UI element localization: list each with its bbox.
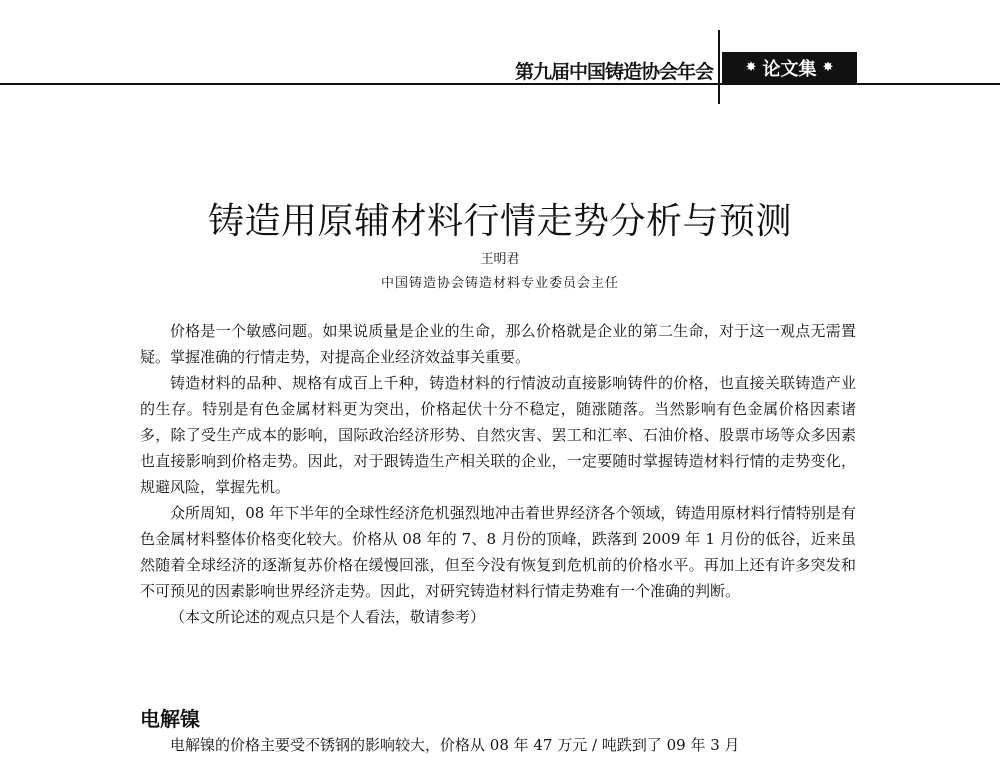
body-paragraph: 铸造材料的品种、规格有成百上千种，铸造材料的行情波动直接影响铸件的价格，也直接关联铸造产业的生存。特别是有色金属材料更为突出，价格起伏十分不稳定，随涨随落。当然影响有色金属价格因素诸多，除了受生产成本的影响，国际政治经济形势、自然灾害、罢工和汇率、石油价格、股票市场等众多因素也直接影响到价格走势。因此，对于跟铸造生产相关联的企业，一定要随时掌握铸造材料行情的走势变化，规避风险，掌握先机。 (140, 374, 856, 496)
proceedings-badge (722, 52, 857, 83)
badge-label: 论文集 (762, 58, 817, 80)
conference-title: 第九届中国铸造协会年会 (514, 61, 713, 83)
author-affiliation: 中国铸造协会铸造材料专业委员会主任 (380, 276, 619, 291)
star-icon: ✸ (822, 60, 834, 75)
section-paragraph: 电解镍的价格主要受不锈钢的影响较大，价格从 08 年 47 万元 / 吨跌到了 09 年 3 月 (170, 736, 740, 754)
header-divider (718, 30, 720, 104)
author-name: 王明君 (480, 252, 520, 267)
body-paragraph: 众所周知，08 年下半年的全球性经济危机强烈地冲击着世界经济各个领域，铸造用原材料行情特别是有色金属材料整体价格变化较大。价格从 08 年的 7、8 月份的顶峰，跌落到 2009 年 1 月份的低谷，近来虽然随着全球经济的逐渐复苏价格在缓慢回涨，但至今没有恢复到危机前的价格水平。再加上还有许多突发和不可预见的因素影响世界经济走势。因此，对研究铸造材料行情走势难有一个准确的判断。 (140, 504, 856, 600)
paper-title: 铸造用原辅材料行情走势分析与预测 (207, 201, 792, 242)
body-text (140, 318, 856, 630)
section-heading: 电解镍 (140, 707, 200, 731)
star-icon: ✸ (745, 60, 757, 75)
body-paragraph: 价格是一个敏感问题。如果说质量是企业的生命，那么价格就是企业的第二生命，对于这一观点无需置疑。掌握准确的行情走势，对提高企业经济效益事关重要。 (140, 322, 856, 366)
body-paragraph: （本文所论述的观点只是个人看法，敬请参考） (170, 608, 486, 626)
